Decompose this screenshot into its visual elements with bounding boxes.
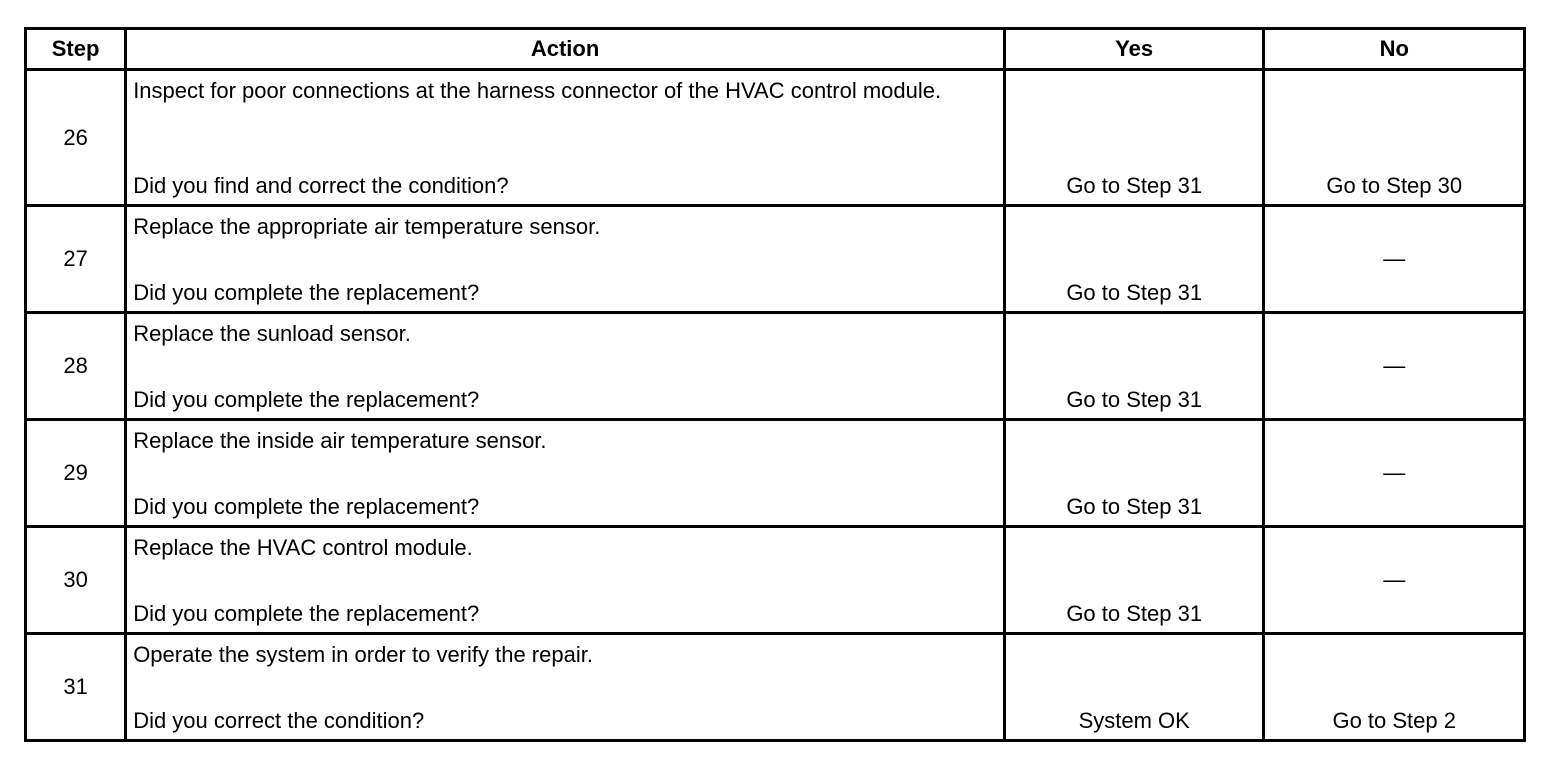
action-question: Did you complete the replacement?	[133, 601, 480, 626]
header-step: Step	[26, 29, 126, 70]
no-cell	[1264, 420, 1525, 527]
step-number: 30	[26, 527, 126, 634]
header-no: No	[1264, 29, 1525, 70]
yes-cell	[1004, 420, 1264, 527]
step-number: 29	[26, 420, 126, 527]
no-result: —	[1383, 353, 1406, 378]
no-cell	[1264, 206, 1525, 313]
step-number: 26	[26, 70, 126, 206]
action-question: Did you complete the replacement?	[133, 387, 480, 412]
table-row	[26, 70, 1525, 206]
table-row	[26, 313, 1525, 420]
no-cell	[1264, 634, 1525, 741]
action-instruction: Replace the appropriate air temperature sensor.	[133, 214, 601, 239]
action-cell	[126, 634, 1005, 741]
yes-cell	[1004, 206, 1264, 313]
action-instruction: Replace the sunload sensor.	[133, 321, 411, 346]
no-result: Go to Step 30	[1326, 173, 1463, 198]
yes-result: Go to Step 31	[1066, 387, 1203, 412]
table-row	[26, 420, 1525, 527]
action-question: Did you complete the replacement?	[133, 280, 480, 305]
action-cell	[126, 206, 1005, 313]
action-cell	[126, 420, 1005, 527]
no-result: —	[1383, 246, 1406, 271]
step-number: 31	[26, 634, 126, 741]
action-instruction: Replace the HVAC control module.	[133, 535, 473, 560]
yes-cell	[1004, 313, 1264, 420]
table-row	[26, 634, 1525, 741]
yes-result: Go to Step 31	[1066, 601, 1203, 626]
yes-result: Go to Step 31	[1066, 280, 1203, 305]
no-cell	[1264, 313, 1525, 420]
step-number: 28	[26, 313, 126, 420]
table-row	[26, 527, 1525, 634]
action-cell	[126, 313, 1005, 420]
action-question: Did you correct the condition?	[133, 708, 425, 733]
no-result: —	[1383, 460, 1406, 485]
action-instruction: Operate the system in order to verify the repair.	[133, 642, 593, 667]
no-result: —	[1383, 567, 1406, 592]
yes-cell	[1004, 70, 1264, 206]
yes-cell	[1004, 634, 1264, 741]
step-number: 27	[26, 206, 126, 313]
action-cell	[126, 527, 1005, 634]
action-instruction: Replace the inside air temperature sensor.	[133, 428, 547, 453]
no-result: Go to Step 2	[1332, 708, 1456, 733]
action-question: Did you find and correct the condition?	[133, 173, 509, 198]
yes-result: System OK	[1078, 708, 1190, 733]
yes-cell	[1004, 527, 1264, 634]
action-instruction: Inspect for poor connections at the harness connector of the HVAC control module.	[133, 78, 942, 103]
yes-result: Go to Step 31	[1066, 494, 1203, 519]
yes-result: Go to Step 31	[1066, 173, 1203, 198]
diagnostic-table	[24, 27, 1526, 742]
no-cell	[1264, 70, 1525, 206]
header-action: Action	[126, 29, 1005, 70]
table-header-row	[26, 29, 1525, 70]
no-cell	[1264, 527, 1525, 634]
table-row	[26, 206, 1525, 313]
action-cell	[126, 70, 1005, 206]
action-question: Did you complete the replacement?	[133, 494, 480, 519]
header-yes: Yes	[1004, 29, 1264, 70]
